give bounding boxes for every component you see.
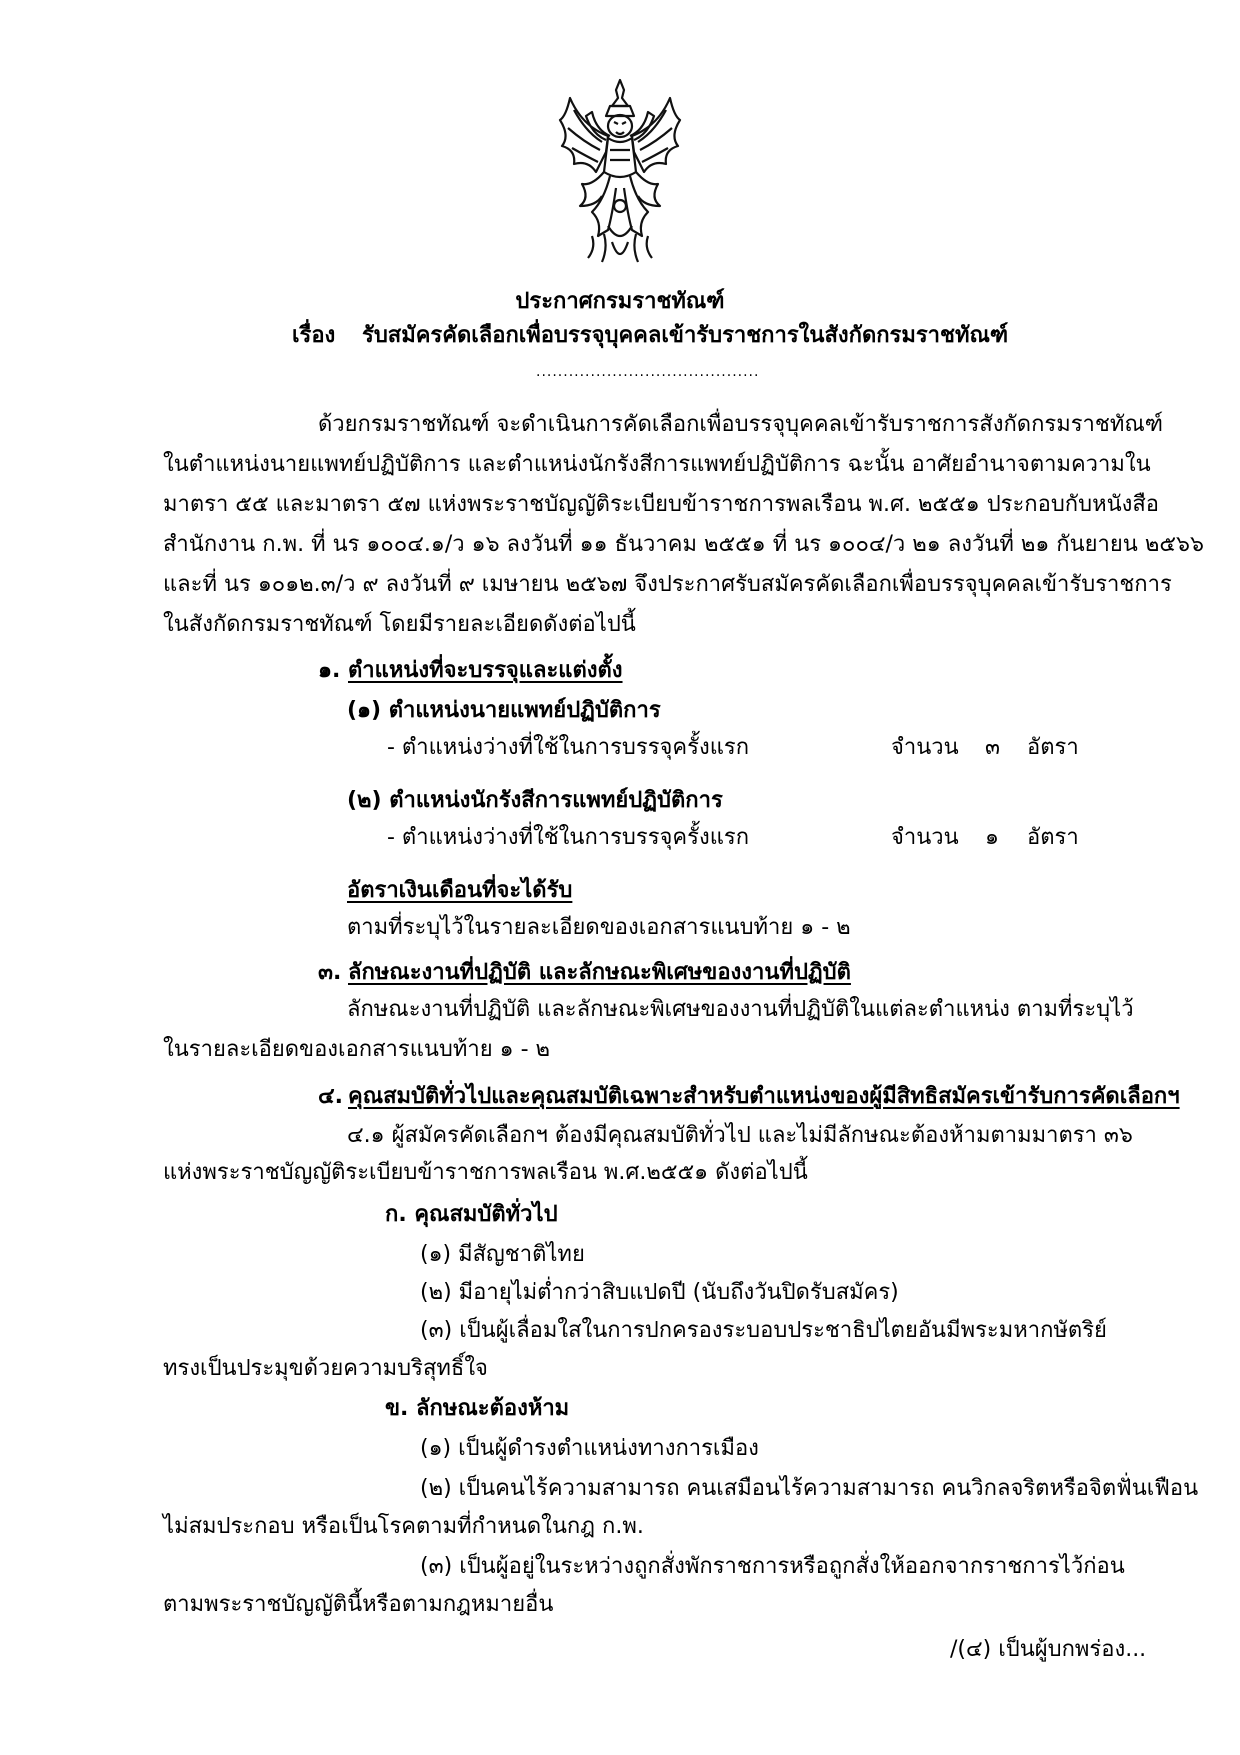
section3-heading: ลักษณะงานที่ปฏิบัติ และลักษณะพิเศษของงานที่ปฏิบัติ: [348, 960, 851, 985]
position-2-label: (๒) ตำแหน่งนักรังสีการแพทย์ปฏิบัติการ: [347, 788, 723, 813]
section4-1-line: แห่งพระราชบัญญัติระเบียบข้าราชการพลเรือน พ.ศ.๒๕๕๑ ดังต่อไปนี้: [163, 1160, 808, 1185]
position-1-detail: - ตำแหน่งว่างที่ใช้ในการบรรจุครั้งแรก: [387, 735, 750, 760]
position-1-label: (๑) ตำแหน่งนายแพทย์ปฏิบัติการ: [347, 698, 661, 723]
position-1-count: ๓: [985, 735, 1001, 760]
position-2-count: ๑: [985, 825, 999, 850]
position-1-unit: อัตรา: [1027, 735, 1079, 760]
garuda-emblem: [552, 76, 688, 272]
prohibited-item: (๑) เป็นผู้ดำรงตำแหน่งทางการเมือง: [420, 1436, 759, 1461]
prohibited-item: (๓) เป็นผู้อยู่ในระหว่างถูกสั่งพักราชการหรือถูกสั่งให้ออกจากราชการไว้ก่อน: [420, 1554, 1125, 1579]
announcement-title: ประกาศกรมราชทัณฑ์: [515, 289, 725, 314]
section4-heading: คุณสมบัติทั่วไปและคุณสมบัติเฉพาะสำหรับตำแหน่งของผู้มีสิทธิสมัครเข้ารับการคัดเลือกฯ: [348, 1084, 1180, 1109]
section1-number: ๑.: [318, 658, 341, 683]
section3-line: ลักษณะงานที่ปฏิบัติ และลักษณะพิเศษของงานที่ปฏิบัติในแต่ละตำแหน่ง ตามที่ระบุไว้: [347, 997, 1134, 1022]
general-item: (๑) มีสัญชาติไทย: [420, 1242, 585, 1267]
position-2-detail: - ตำแหน่งว่างที่ใช้ในการบรรจุครั้งแรก: [387, 825, 750, 850]
salary-text: ตามที่ระบุไว้ในรายละเอียดของเอกสารแนบท้าย ๑ - ๒: [347, 915, 851, 940]
prohibited-heading: ข. ลักษณะต้องห้าม: [385, 1396, 570, 1421]
intro-line: มาตรา ๕๕ และมาตรา ๕๗ แห่งพระราชบัญญัติระเบียบข้าราชการพลเรือน พ.ศ. ๒๕๕๑ ประกอบกับหนังสือ: [163, 492, 1160, 517]
salary-heading: อัตราเงินเดือนที่จะได้รับ: [347, 878, 573, 903]
intro-line: สำนักงาน ก.พ. ที่ นร ๑๐๐๔.๑/ว ๑๖ ลงวันที่ ๑๑ ธันวาคม ๒๕๕๑ ที่ นร ๑๐๐๔/ว ๒๑ ลงวันที่ ๒๑ กันยายน ๒๕๖๖: [163, 532, 1204, 557]
intro-line: ด้วยกรมราชทัณฑ์ จะดำเนินการคัดเลือกเพื่อบรรจุบุคคลเข้ารับราชการสังกัดกรมราชทัณฑ์: [318, 412, 1163, 437]
position-1-count-label: จำนวน: [891, 735, 959, 760]
position-2-unit: อัตรา: [1027, 825, 1079, 850]
general-item: (๓) เป็นผู้เลื่อมใสในการปกครองระบอบประชาธิปไตยอันมีพระมหากษัตริย์: [420, 1318, 1107, 1343]
section4-number: ๔.: [318, 1084, 344, 1109]
announcement-subject: รับสมัครคัดเลือกเพื่อบรรจุบุคคลเข้ารับราชการในสังกัดกรมราชทัณฑ์: [362, 323, 1009, 348]
position-2-count-label: จำนวน: [891, 825, 959, 850]
general-qualifications-heading: ก. คุณสมบัติทั่วไป: [385, 1202, 558, 1227]
section3-line: ในรายละเอียดของเอกสารแนบท้าย ๑ - ๒: [163, 1037, 551, 1062]
section1-heading: ตำแหน่งที่จะบรรจุและแต่งตั้ง: [348, 658, 623, 683]
prohibited-item-continuation: ไม่สมประกอบ หรือเป็นโรคตามที่กำหนดในกฎ ก.พ.: [163, 1514, 644, 1539]
intro-line: ในสังกัดกรมราชทัณฑ์ โดยมีรายละเอียดดังต่อไปนี้: [163, 612, 636, 637]
general-item-continuation: ทรงเป็นประมุขด้วยความบริสุทธิ์ใจ: [163, 1356, 488, 1381]
intro-line: และที่ นร ๑๐๑๒.๓/ว ๙ ลงวันที่ ๙ เมษายน ๒๕๖๗ จึงประกาศรับสมัครคัดเลือกเพื่อบรรจุบุคคลเข้ารับราชการ: [163, 572, 1172, 597]
subject-label: เรื่อง: [292, 323, 336, 348]
prohibited-item: (๒) เป็นคนไร้ความสามารถ คนเสมือนไร้ความสามารถ คนวิกลจริตหรือจิตฟั่นเฟือน: [420, 1476, 1199, 1501]
section3-number: ๓.: [318, 960, 342, 985]
section4-1-line: ๔.๑ ผู้สมัครคัดเลือกฯ ต้องมีคุณสมบัติทั่วไป และไม่มีลักษณะต้องห้ามตามมาตรา ๓๖: [347, 1123, 1133, 1148]
general-item: (๒) มีอายุไม่ต่ำกว่าสิบแปดปี (นับถึงวันปิดรับสมัคร): [420, 1280, 899, 1305]
prohibited-item-continuation: ตามพระราชบัญญัตินี้หรือตามกฎหมายอื่น: [163, 1592, 554, 1617]
header-separator: .........................................: [536, 364, 760, 380]
intro-line: ในตำแหน่งนายแพทย์ปฏิบัติการ และตำแหน่งนักรังสีการแพทย์ปฏิบัติการ ฉะนั้น อาศัยอำนาจตามความใน: [163, 452, 1151, 477]
page-continuation: /(๔) เป็นผู้บกพร่อง...: [950, 1637, 1147, 1662]
